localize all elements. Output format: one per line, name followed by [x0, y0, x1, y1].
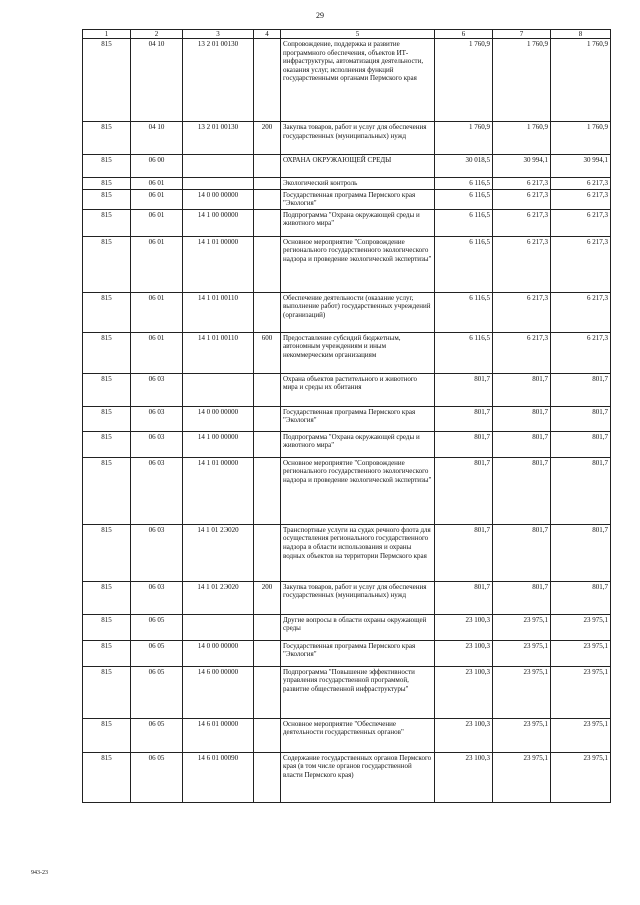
budget-table [82, 29, 611, 803]
column-header: 2 [131, 30, 183, 39]
cell-section: 06 00 [131, 155, 183, 178]
cell-admin-code: 815 [83, 39, 131, 122]
cell-amount-1: 801,7 [435, 406, 493, 431]
cell-admin-code: 815 [83, 431, 131, 457]
cell-amount-3: 6 217,3 [551, 209, 611, 236]
cell-target-item: 14 1 00 00000 [183, 209, 254, 236]
column-header: 6 [435, 30, 493, 39]
cell-section: 06 01 [131, 236, 183, 292]
cell-description: Содержание государственных органов Пермского края (в том числе органов государственной власти Пермского края) [281, 752, 435, 802]
cell-admin-code: 815 [83, 122, 131, 155]
cell-amount-2: 6 217,3 [493, 332, 551, 373]
cell-amount-2: 23 975,1 [493, 752, 551, 802]
cell-amount-1: 6 116,5 [435, 236, 493, 292]
column-header: 4 [254, 30, 281, 39]
cell-target-item: 13 2 01 00130 [183, 122, 254, 155]
cell-amount-3: 6 217,3 [551, 189, 611, 209]
cell-expense-type [254, 457, 281, 524]
cell-section: 06 03 [131, 406, 183, 431]
column-header: 1 [83, 30, 131, 39]
table-row [83, 332, 611, 373]
cell-admin-code: 815 [83, 718, 131, 752]
table-row [83, 209, 611, 236]
cell-expense-type [254, 640, 281, 666]
cell-amount-3: 23 975,1 [551, 718, 611, 752]
cell-description: Основное мероприятие "Сопровождение регионального государственного экологического надзора и проведение экологической экспертизы" [281, 457, 435, 524]
cell-amount-2: 801,7 [493, 406, 551, 431]
cell-section: 06 03 [131, 524, 183, 581]
cell-expense-type: 200 [254, 122, 281, 155]
cell-amount-1: 23 100,3 [435, 752, 493, 802]
table-row [83, 457, 611, 524]
cell-amount-2: 23 975,1 [493, 614, 551, 640]
table-row [83, 39, 611, 122]
table-row [83, 640, 611, 666]
cell-admin-code: 815 [83, 614, 131, 640]
cell-amount-1: 1 760,9 [435, 39, 493, 122]
cell-amount-2: 801,7 [493, 524, 551, 581]
cell-amount-2: 801,7 [493, 581, 551, 614]
table-row [83, 189, 611, 209]
cell-admin-code: 815 [83, 640, 131, 666]
cell-target-item: 13 2 01 00130 [183, 39, 254, 122]
cell-amount-2: 801,7 [493, 457, 551, 524]
cell-description: Экологический контроль [281, 178, 435, 190]
table-row [83, 524, 611, 581]
cell-target-item: 14 0 00 00000 [183, 640, 254, 666]
table-row [83, 236, 611, 292]
table-row [83, 614, 611, 640]
table-row [83, 155, 611, 178]
cell-amount-1: 23 100,3 [435, 640, 493, 666]
cell-target-item: 14 1 01 00000 [183, 457, 254, 524]
cell-amount-1: 801,7 [435, 457, 493, 524]
cell-admin-code: 815 [83, 332, 131, 373]
cell-amount-3: 801,7 [551, 406, 611, 431]
cell-amount-3: 801,7 [551, 431, 611, 457]
cell-expense-type [254, 614, 281, 640]
cell-amount-2: 6 217,3 [493, 292, 551, 332]
cell-description: ОХРАНА ОКРУЖАЮЩЕЙ СРЕДЫ [281, 155, 435, 178]
cell-target-item: 14 1 01 00110 [183, 332, 254, 373]
cell-expense-type [254, 155, 281, 178]
cell-admin-code: 815 [83, 236, 131, 292]
table-row [83, 292, 611, 332]
cell-expense-type [254, 373, 281, 406]
cell-amount-2: 23 975,1 [493, 666, 551, 718]
cell-amount-3: 23 975,1 [551, 666, 611, 718]
cell-description: Предоставление субсидий бюджетным, автономным учреждениям и иным некоммерческим организациям [281, 332, 435, 373]
cell-amount-1: 30 018,5 [435, 155, 493, 178]
cell-amount-3: 6 217,3 [551, 178, 611, 190]
cell-expense-type [254, 209, 281, 236]
cell-amount-3: 801,7 [551, 457, 611, 524]
cell-admin-code: 815 [83, 581, 131, 614]
table-row [83, 666, 611, 718]
cell-amount-1: 801,7 [435, 524, 493, 581]
table-row [83, 431, 611, 457]
cell-amount-1: 801,7 [435, 581, 493, 614]
cell-description: Другие вопросы в области охраны окружающей среды [281, 614, 435, 640]
cell-amount-3: 6 217,3 [551, 332, 611, 373]
cell-amount-1: 6 116,5 [435, 189, 493, 209]
cell-admin-code: 815 [83, 189, 131, 209]
cell-amount-2: 6 217,3 [493, 209, 551, 236]
cell-section: 06 05 [131, 718, 183, 752]
cell-section: 06 03 [131, 581, 183, 614]
page-number: 29 [316, 11, 324, 20]
table-header-row [83, 30, 611, 39]
cell-amount-3: 6 217,3 [551, 292, 611, 332]
cell-admin-code: 815 [83, 524, 131, 581]
cell-expense-type [254, 292, 281, 332]
cell-section: 06 03 [131, 373, 183, 406]
cell-expense-type: 200 [254, 581, 281, 614]
table-row [83, 122, 611, 155]
cell-admin-code: 815 [83, 457, 131, 524]
cell-section: 06 05 [131, 752, 183, 802]
cell-section: 06 05 [131, 640, 183, 666]
cell-amount-2: 6 217,3 [493, 178, 551, 190]
cell-admin-code: 815 [83, 209, 131, 236]
cell-amount-2: 30 994,1 [493, 155, 551, 178]
cell-amount-1: 23 100,3 [435, 666, 493, 718]
cell-expense-type [254, 524, 281, 581]
cell-amount-2: 23 975,1 [493, 640, 551, 666]
cell-admin-code: 815 [83, 406, 131, 431]
cell-description: Закупка товаров, работ и услуг для обеспечения государственных (муниципальных) нужд [281, 122, 435, 155]
cell-amount-1: 801,7 [435, 373, 493, 406]
cell-amount-1: 6 116,5 [435, 178, 493, 190]
cell-section: 06 01 [131, 292, 183, 332]
cell-admin-code: 815 [83, 666, 131, 718]
cell-amount-1: 6 116,5 [435, 332, 493, 373]
cell-section: 06 01 [131, 189, 183, 209]
cell-amount-3: 1 760,9 [551, 39, 611, 122]
cell-section: 06 05 [131, 666, 183, 718]
cell-admin-code: 815 [83, 178, 131, 190]
cell-description: Основное мероприятие "Сопровождение регионального государственного экологического надзора и проведение экологической экспертизы" [281, 236, 435, 292]
cell-expense-type [254, 752, 281, 802]
cell-target-item [183, 614, 254, 640]
cell-description: Подпрограмма "Повышение эффективности управления государственной программой, развитие общественной инфраструктуры" [281, 666, 435, 718]
cell-expense-type [254, 406, 281, 431]
cell-amount-3: 23 975,1 [551, 752, 611, 802]
cell-amount-3: 1 760,9 [551, 122, 611, 155]
cell-expense-type [254, 236, 281, 292]
table-row [83, 373, 611, 406]
cell-amount-3: 801,7 [551, 524, 611, 581]
cell-amount-3: 801,7 [551, 581, 611, 614]
cell-amount-1: 6 116,5 [435, 292, 493, 332]
cell-admin-code: 815 [83, 292, 131, 332]
cell-expense-type [254, 718, 281, 752]
cell-target-item [183, 178, 254, 190]
cell-expense-type [254, 431, 281, 457]
cell-section: 06 01 [131, 209, 183, 236]
cell-amount-3: 6 217,3 [551, 236, 611, 292]
table-row [83, 178, 611, 190]
column-header: 8 [551, 30, 611, 39]
cell-expense-type [254, 189, 281, 209]
table-row [83, 581, 611, 614]
cell-section: 04 10 [131, 39, 183, 122]
cell-section: 06 03 [131, 431, 183, 457]
cell-amount-3: 23 975,1 [551, 640, 611, 666]
cell-admin-code: 815 [83, 752, 131, 802]
cell-target-item: 14 0 00 00000 [183, 406, 254, 431]
table-row [83, 752, 611, 802]
cell-section: 04 10 [131, 122, 183, 155]
cell-target-item: 14 1 01 00000 [183, 236, 254, 292]
cell-amount-1: 1 760,9 [435, 122, 493, 155]
cell-target-item: 14 0 00 00000 [183, 189, 254, 209]
table-row [83, 406, 611, 431]
cell-target-item: 14 6 01 00090 [183, 752, 254, 802]
cell-amount-2: 801,7 [493, 431, 551, 457]
cell-description: Охрана объектов растительного и животного мира и среды их обитания [281, 373, 435, 406]
cell-amount-1: 801,7 [435, 431, 493, 457]
cell-description: Закупка товаров, работ и услуг для обеспечения государственных (муниципальных) нужд [281, 581, 435, 614]
cell-amount-2: 1 760,9 [493, 122, 551, 155]
cell-expense-type [254, 178, 281, 190]
cell-amount-3: 801,7 [551, 373, 611, 406]
cell-expense-type: 600 [254, 332, 281, 373]
cell-target-item: 14 6 00 00000 [183, 666, 254, 718]
footer-code: 943-23 [31, 870, 48, 876]
cell-target-item [183, 373, 254, 406]
cell-amount-2: 23 975,1 [493, 718, 551, 752]
cell-amount-1: 6 116,5 [435, 209, 493, 236]
cell-expense-type [254, 666, 281, 718]
cell-admin-code: 815 [83, 155, 131, 178]
cell-amount-3: 23 975,1 [551, 614, 611, 640]
cell-description: Обеспечение деятельности (оказание услуг, выполнение работ) государственных учреждений (организаций) [281, 292, 435, 332]
cell-section: 06 01 [131, 178, 183, 190]
cell-section: 06 05 [131, 614, 183, 640]
cell-amount-1: 23 100,3 [435, 614, 493, 640]
cell-section: 06 03 [131, 457, 183, 524]
table-row [83, 718, 611, 752]
column-header: 7 [493, 30, 551, 39]
cell-target-item: 14 1 00 00000 [183, 431, 254, 457]
cell-section: 06 01 [131, 332, 183, 373]
column-header: 3 [183, 30, 254, 39]
cell-amount-1: 23 100,3 [435, 718, 493, 752]
cell-description: Государственная программа Пермского края "Экология" [281, 189, 435, 209]
cell-expense-type [254, 39, 281, 122]
cell-description: Государственная программа Пермского края "Экология" [281, 406, 435, 431]
cell-description: Основное мероприятие "Обеспечение деятельности государственных органов" [281, 718, 435, 752]
cell-target-item [183, 155, 254, 178]
cell-description: Государственная программа Пермского края "Экология" [281, 640, 435, 666]
column-header: 5 [281, 30, 435, 39]
cell-description: Подпрограмма "Охрана окружающей среды и животного мира" [281, 431, 435, 457]
cell-amount-3: 30 994,1 [551, 155, 611, 178]
cell-admin-code: 815 [83, 373, 131, 406]
cell-description: Сопровождение, поддержка и развитие программного обеспечения, объектов ИТ-инфраструктуры, автоматизация деятельности, оказания услуг, исполнения функций государственными органами Пермского края [281, 39, 435, 122]
cell-target-item: 14 1 01 2Э020 [183, 524, 254, 581]
cell-amount-2: 6 217,3 [493, 236, 551, 292]
cell-description: Подпрограмма "Охрана окружающей среды и животного мира" [281, 209, 435, 236]
cell-target-item: 14 1 01 2Э020 [183, 581, 254, 614]
cell-amount-2: 801,7 [493, 373, 551, 406]
cell-description: Транспортные услуги на судах речного флота для осуществления регионального государственного надзора в области использования и охраны водных объектов на территории Пермского края [281, 524, 435, 581]
cell-target-item: 14 6 01 00000 [183, 718, 254, 752]
cell-amount-2: 1 760,9 [493, 39, 551, 122]
cell-amount-2: 6 217,3 [493, 189, 551, 209]
cell-target-item: 14 1 01 00110 [183, 292, 254, 332]
